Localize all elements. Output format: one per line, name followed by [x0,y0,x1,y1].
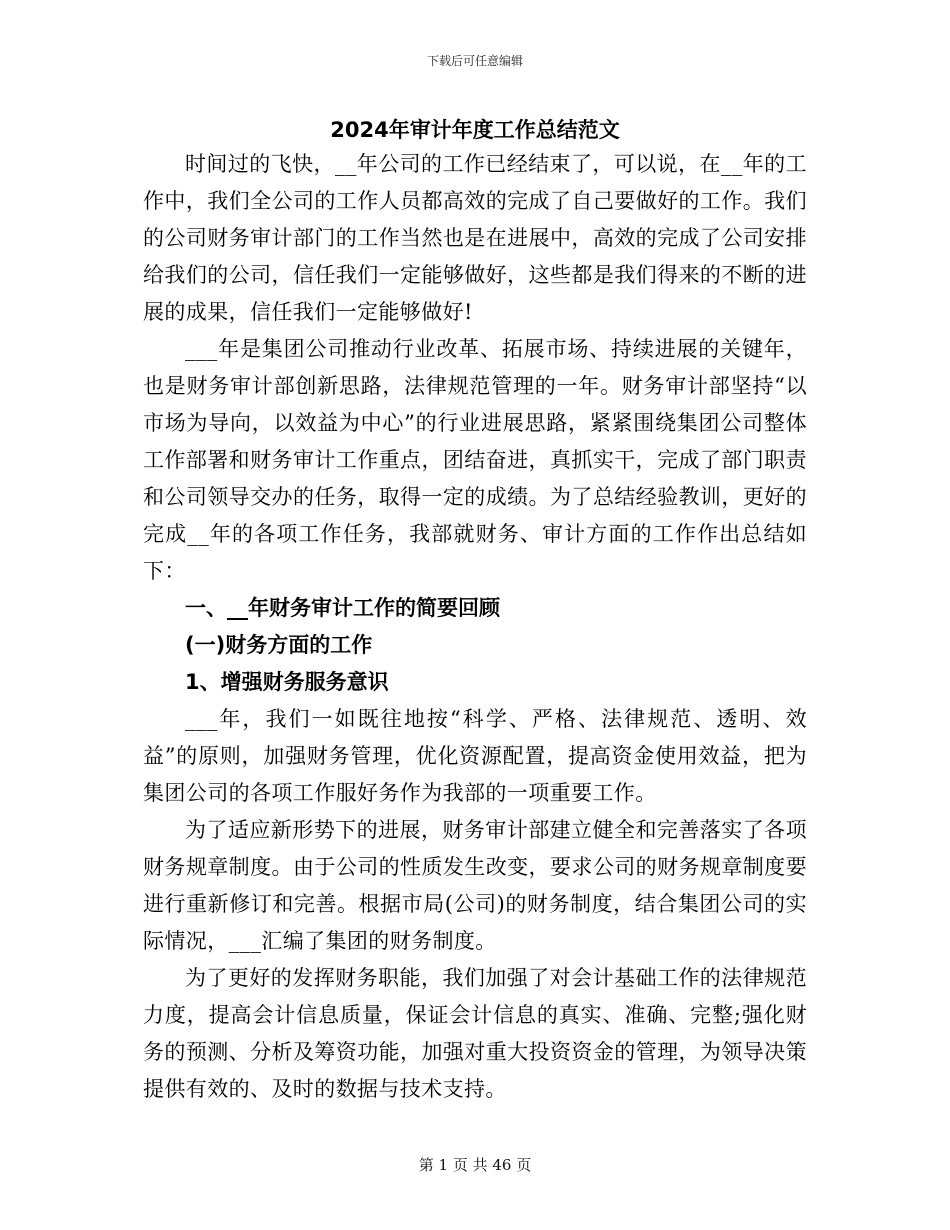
intro-paragraph: 时间过的飞快，__年公司的工作已经结束了，可以说，在__年的工作中，我们全公司的工作人员都高效的完成了自己要做好的工作。我们的公司财务审计部门的工作当然也是在进展中，高效的完成了公司安排给我们的公司，信任我们一定能够做好，这些都是我们得来的不断的进展的成果，信任我们一定能够做好! [143,152,807,324]
item-heading: 1、增强财务服务意识 [185,670,389,694]
document-body [143,146,807,1108]
subsection-heading: (一)财务方面的工作 [185,633,373,657]
overview-paragraph: ___年是集团公司推动行业改革、拓展市场、持续进展的关键年，也是财务审计部创新思路，法律规范管理的一年。财务审计部坚持“以市场为导向，以效益为中心”的行业进展思路，紧紧围绕集团公司整体工作部署和财务审计工作重点，团结奋进，真抓实干，完成了部门职责和公司领导交办的任务，取得一定的成绩。为了总结经验教训，更好的完成__年的各项工作任务，我部就财务、审计方面的工作作出总结如下： [143,337,807,583]
header-note: 下载后可任意编辑 [426,54,523,68]
body-paragraph: 为了适应新形势下的进展，财务审计部建立健全和完善落实了各项财务规章制度。由于公司的性质发生改变，要求公司的财务规章制度要进行重新修订和完善。根据市局(公司)的财务制度，结合集团公司的实际情况，___汇编了集团的财务制度。 [143,818,807,953]
document-title: 2024年审计年度工作总结范文 [330,118,620,142]
body-paragraph: ___年，我们一如既往地按“科学、严格、法律规范、透明、效益”的原则，加强财务管理，优化资源配置，提高资金使用效益，把为集团公司的各项工作服好务作为我部的一项重要工作。 [143,707,807,805]
section-heading: 一、__年财务审计工作的简要回顾 [185,596,500,620]
page-number-footer: 第 1 页 共 46 页 [418,1156,532,1174]
body-paragraph: 为了更好的发挥财务职能，我们加强了对会计基础工作的法律规范力度，提高会计信息质量，保证会计信息的真实、准确、完整;强化财务的预测、分析及筹资功能，加强对重大投资资金的管理，为领导决策提供有效的、及时的数据与技术支持。 [143,966,807,1101]
